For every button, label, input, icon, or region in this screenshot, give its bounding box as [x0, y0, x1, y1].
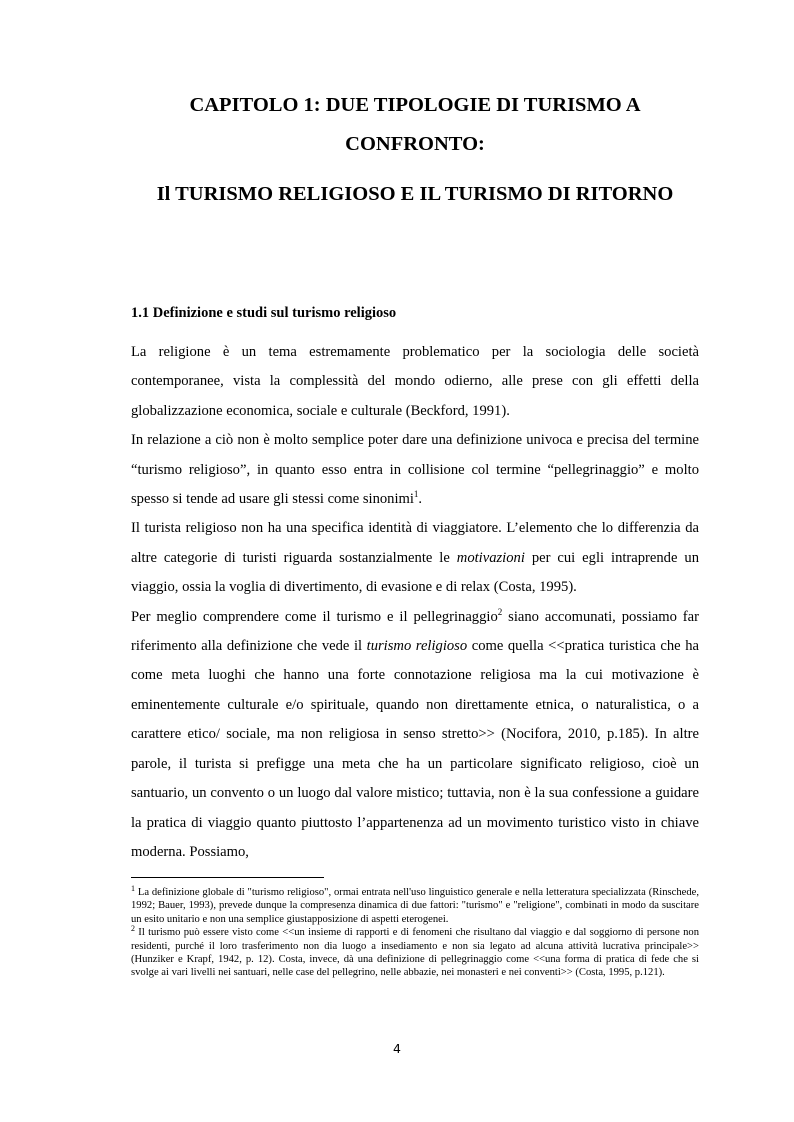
- footnote-1: [131, 886, 699, 926]
- paragraph-3-text-b: per cui egli intraprende un viaggio, ossia la voglia di divertimento, di evasione e di relax (Costa, 1995).: [131, 549, 699, 596]
- paragraph-2-end: .: [418, 491, 423, 508]
- chapter-subtitle: Il TURISMO RELIGIOSO E IL TURISMO DI RITORNO: [156, 183, 674, 205]
- page-number: 4: [393, 1041, 401, 1056]
- footnotes: [131, 886, 699, 980]
- footnote-2: [131, 926, 699, 980]
- chapter-title-line-1: CAPITOLO 1: DUE TIPOLOGIE DI TURISMO A: [189, 94, 641, 116]
- paragraph-3-emphasis: motivazioni: [456, 549, 525, 566]
- footnote-ref-2: 2: [497, 606, 503, 617]
- footnote-divider: [131, 877, 324, 878]
- paragraph-4-text-c: come quella <<pratica turistica che ha come meta luoghi che hanno una forte connotazione religiosa ma la cui motivazione è eminentemente culturale e/o spirituale, quando non direttamente etnica, o naturalistica, o a carattere etico/ sociale, ma non religiosa in senso stretto>> (Nocifora, 2010, p.185). In altre parole, il turista si prefigge una meta che ha un particolare significato religioso, cioè un santuario, un convento o un luogo dal valore mistico; tuttavia, non è la sua confessione a guidare la pratica di viaggio quanto piuttosto l’appartenenza ad un movimento turistico visto in chiave moderna. Possiamo,: [131, 638, 699, 860]
- paragraph-4-text-b: siano accomunati, possiamo far riferimento alla definizione che vede il: [131, 608, 699, 655]
- footnote-1-text: La definizione globale di "turismo religioso", ormai entrata nell'uso linguistico generale e nella letteratura specializzata (Rinschede, 1992; Bauer, 1993), prevede dunque la compresenza dinamica di due fattori: "turismo" e "religione", combinati in modo da suscitare un esito unitario e non una semplice giustapposizione di aspetti eterogenei.: [131, 887, 699, 925]
- footnote-ref-1: 1: [413, 489, 419, 500]
- paragraph-4-text-a: Per meglio comprendere come il turismo e il pellegrinaggio: [131, 608, 498, 625]
- footnote-2-mark: 2: [131, 924, 135, 934]
- paragraph-1: La religione è un tema estremamente problematico per la sociologia delle società contemporanee, vista la complessità del mondo odierno, alle prese con gli effetti della globalizzazione economica, sociale e culturale (Beckford, 1991).: [131, 344, 699, 419]
- section-heading: 1.1 Definizione e studi sul turismo religioso: [131, 305, 397, 321]
- paragraph-2: [131, 426, 699, 514]
- paragraph-2-text: In relazione a ciò non è molto semplice poter dare una definizione univoca e precisa del termine “turismo religioso”, in quanto esso entra in collisione col termine “pellegrinaggio” e molto spesso si tende ad usare gli stessi come sinonimi: [131, 432, 699, 508]
- footnote-1-mark: 1: [131, 884, 135, 893]
- footnote-2-text: Il turismo può essere visto come <<un insieme di rapporti e di fenomeni che risultano dal viaggio e dal soggiorno di persone non residenti, purché il loro trasferimento non dia luogo a insediamento e non sia legato ad alcuna attività lucrativa principale>> (Hunziker e Krapf, 1942, p. 12). Costa, invece, dà una definizione di pellegrinaggio come <<una forma di pratica di fede che si svolge ai vari livelli nei santuari, nelle case del pellegrino, nelle abbazie, nei monasteri e nei conventi>> (Costa, 1995, p.121).: [131, 927, 699, 979]
- chapter-title-line-2: CONFRONTO:: [345, 133, 485, 155]
- paragraph-4: [131, 603, 699, 868]
- body-text: [131, 338, 699, 867]
- paragraph-4-emphasis: turismo religioso: [366, 638, 468, 655]
- paragraph-3-text-a: Il turista religioso non ha una specifica identità di viaggiatore. L’elemento che lo differenzia da altre categorie di turisti riguarda sostanzialmente le: [131, 520, 699, 566]
- paragraph-3: [131, 514, 699, 602]
